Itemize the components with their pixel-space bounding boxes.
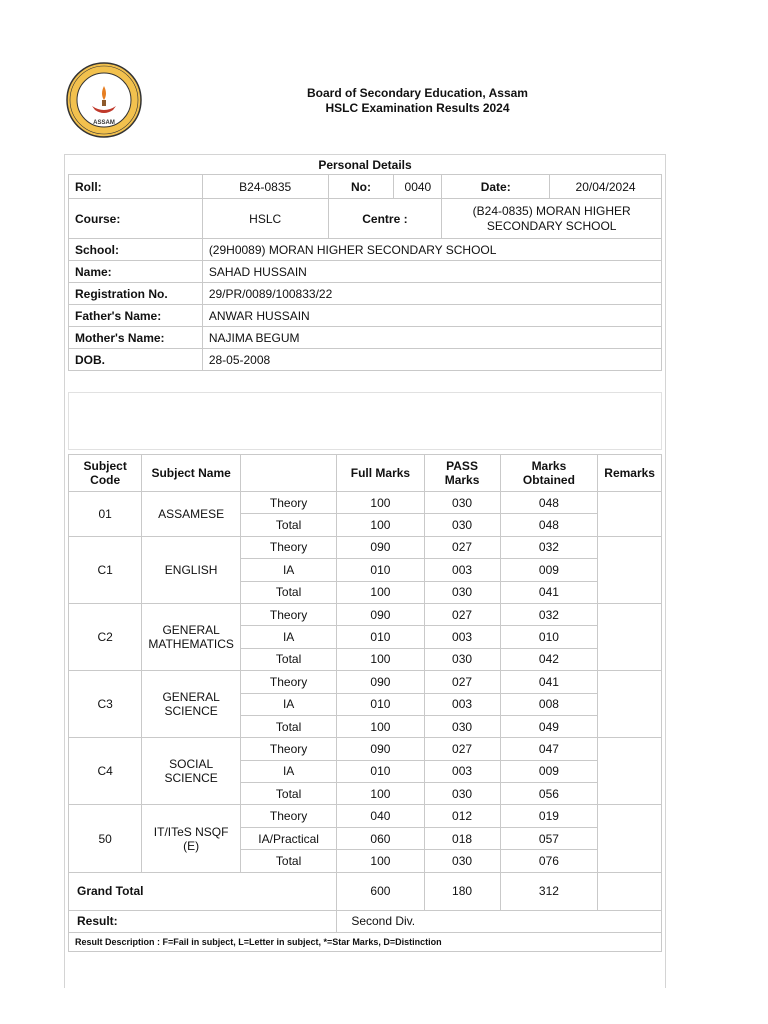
remarks-cell — [598, 536, 662, 603]
subject-name: ASSAMESE — [142, 492, 241, 537]
name-value: SAHAD HUSSAIN — [202, 261, 661, 283]
pass-marks: 030 — [424, 514, 500, 536]
school-value: (29H0089) MORAN HIGHER SECONDARY SCHOOL — [202, 239, 661, 261]
full-marks: 090 — [337, 603, 424, 625]
full-marks: 090 — [337, 738, 424, 760]
mother-name-label: Mother's Name: — [69, 327, 203, 349]
table-row — [69, 536, 662, 558]
school-label: School: — [69, 239, 203, 261]
full-marks: 100 — [337, 715, 424, 737]
pass-marks: 030 — [424, 850, 500, 872]
full-marks: 100 — [337, 581, 424, 603]
result-row — [69, 910, 662, 932]
full-marks: 090 — [337, 671, 424, 693]
pass-marks: 003 — [424, 626, 500, 648]
subject-name: GENERAL MATHEMATICS — [142, 603, 241, 670]
board-seal-logo — [66, 62, 142, 138]
pass-marks: 003 — [424, 760, 500, 782]
marks-header-cell: Full Marks — [337, 455, 424, 492]
remarks-cell — [598, 738, 662, 805]
marks-table — [68, 454, 662, 952]
marks-obtained: 041 — [500, 581, 598, 603]
marks-obtained: 047 — [500, 738, 598, 760]
component-type: Total — [240, 850, 336, 872]
table-row — [69, 671, 662, 693]
marks-obtained: 076 — [500, 850, 598, 872]
dob-value: 28-05-2008 — [202, 349, 661, 371]
date-label: Date: — [442, 175, 550, 199]
pass-marks: 027 — [424, 738, 500, 760]
board-name: Board of Secondary Education, Assam — [307, 86, 528, 100]
component-type: Theory — [240, 492, 336, 514]
component-type: IA — [240, 559, 336, 581]
result-description: Result Description : F=Fail in subject, L=Letter in subject, *=Star Marks, D=Distinction — [69, 933, 662, 952]
marks-obtained: 049 — [500, 715, 598, 737]
remarks-cell — [598, 492, 662, 537]
component-type: IA — [240, 693, 336, 715]
grand-total-remarks — [598, 872, 662, 910]
marks-header-cell: Subject Name — [142, 455, 241, 492]
name-label: Name: — [69, 261, 203, 283]
exam-title: HSLC Examination Results 2024 — [325, 101, 510, 115]
full-marks: 010 — [337, 626, 424, 648]
full-marks: 100 — [337, 492, 424, 514]
father-name-label: Father's Name: — [69, 305, 203, 327]
subject-code: 01 — [69, 492, 142, 537]
table-row — [69, 805, 662, 827]
pass-marks: 030 — [424, 581, 500, 603]
component-type: Theory — [240, 536, 336, 558]
component-type: IA/Practical — [240, 827, 336, 849]
component-type: Theory — [240, 805, 336, 827]
result-description-row — [69, 933, 662, 952]
marks-header-cell: PASS Marks — [424, 455, 500, 492]
pass-marks: 030 — [424, 492, 500, 514]
registration-label: Registration No. — [69, 283, 203, 305]
full-marks: 100 — [337, 648, 424, 670]
component-type: IA — [240, 760, 336, 782]
marks-obtained: 056 — [500, 783, 598, 805]
marks-header-cell: Remarks — [598, 455, 662, 492]
subject-name: GENERAL SCIENCE — [142, 671, 241, 738]
full-marks: 090 — [337, 536, 424, 558]
course-label: Course: — [69, 199, 203, 239]
component-type: Total — [240, 715, 336, 737]
table-row — [69, 492, 662, 514]
no-value: 0040 — [394, 175, 442, 199]
pass-marks: 003 — [424, 693, 500, 715]
marks-obtained: 048 — [500, 492, 598, 514]
pass-marks: 012 — [424, 805, 500, 827]
remarks-cell — [598, 805, 662, 872]
full-marks: 100 — [337, 783, 424, 805]
component-type: IA — [240, 626, 336, 648]
svg-text:ASSAM: ASSAM — [93, 120, 115, 126]
marks-obtained: 009 — [500, 760, 598, 782]
pass-marks: 027 — [424, 536, 500, 558]
subject-code: C3 — [69, 671, 142, 738]
subject-code: 50 — [69, 805, 142, 872]
registration-value: 29/PR/0089/100833/22 — [202, 283, 661, 305]
component-type: Total — [240, 581, 336, 603]
full-marks: 010 — [337, 693, 424, 715]
full-marks: 100 — [337, 850, 424, 872]
component-type: Total — [240, 648, 336, 670]
table-row — [69, 738, 662, 760]
grand-total-label: Grand Total — [69, 872, 337, 910]
pass-marks: 018 — [424, 827, 500, 849]
full-marks: 010 — [337, 760, 424, 782]
component-type: Total — [240, 514, 336, 536]
marks-header-cell: Marks Obtained — [500, 455, 598, 492]
subject-code: C1 — [69, 536, 142, 603]
subject-code: C4 — [69, 738, 142, 805]
marks-header-row — [69, 455, 662, 492]
grand-total-full: 600 — [337, 872, 424, 910]
grand-total-row — [69, 872, 662, 910]
centre-label: Centre : — [328, 199, 442, 239]
date-value: 20/04/2024 — [550, 175, 662, 199]
personal-details-table — [68, 156, 662, 371]
subject-name: IT/ITeS NSQF (E) — [142, 805, 241, 872]
subject-name: ENGLISH — [142, 536, 241, 603]
roll-label: Roll: — [69, 175, 203, 199]
component-type: Total — [240, 783, 336, 805]
roll-value: B24-0835 — [202, 175, 328, 199]
full-marks: 060 — [337, 827, 424, 849]
course-value: HSLC — [202, 199, 328, 239]
marks-obtained: 041 — [500, 671, 598, 693]
full-marks: 040 — [337, 805, 424, 827]
grand-total-obtained: 312 — [500, 872, 598, 910]
result-value: Second Div. — [337, 910, 662, 932]
personal-details-title: Personal Details — [318, 158, 412, 172]
blank-section — [68, 392, 662, 450]
father-name-value: ANWAR HUSSAIN — [202, 305, 661, 327]
marks-header-cell: Subject Code — [69, 455, 142, 492]
remarks-cell — [598, 671, 662, 738]
subject-name: SOCIAL SCIENCE — [142, 738, 241, 805]
marks-obtained: 019 — [500, 805, 598, 827]
pass-marks: 030 — [424, 715, 500, 737]
grand-total-pass: 180 — [424, 872, 500, 910]
pass-marks: 003 — [424, 559, 500, 581]
component-type: Theory — [240, 738, 336, 760]
full-marks: 010 — [337, 559, 424, 581]
pass-marks: 027 — [424, 603, 500, 625]
marks-obtained: 042 — [500, 648, 598, 670]
centre-value: (B24-0835) MORAN HIGHER SECONDARY SCHOOL — [442, 199, 662, 239]
subject-code: C2 — [69, 603, 142, 670]
full-marks: 100 — [337, 514, 424, 536]
marks-header-cell — [240, 455, 336, 492]
pass-marks: 027 — [424, 671, 500, 693]
marks-obtained: 048 — [500, 514, 598, 536]
remarks-cell — [598, 603, 662, 670]
marks-obtained: 032 — [500, 536, 598, 558]
report-header — [250, 86, 585, 116]
no-label: No: — [328, 175, 394, 199]
table-row — [69, 603, 662, 625]
marks-obtained: 010 — [500, 626, 598, 648]
component-type: Theory — [240, 603, 336, 625]
component-type: Theory — [240, 671, 336, 693]
pass-marks: 030 — [424, 648, 500, 670]
marks-obtained: 008 — [500, 693, 598, 715]
result-label: Result: — [69, 910, 337, 932]
marks-obtained: 057 — [500, 827, 598, 849]
marks-obtained: 009 — [500, 559, 598, 581]
dob-label: DOB. — [69, 349, 203, 371]
pass-marks: 030 — [424, 783, 500, 805]
marks-obtained: 032 — [500, 603, 598, 625]
mother-name-value: NAJIMA BEGUM — [202, 327, 661, 349]
